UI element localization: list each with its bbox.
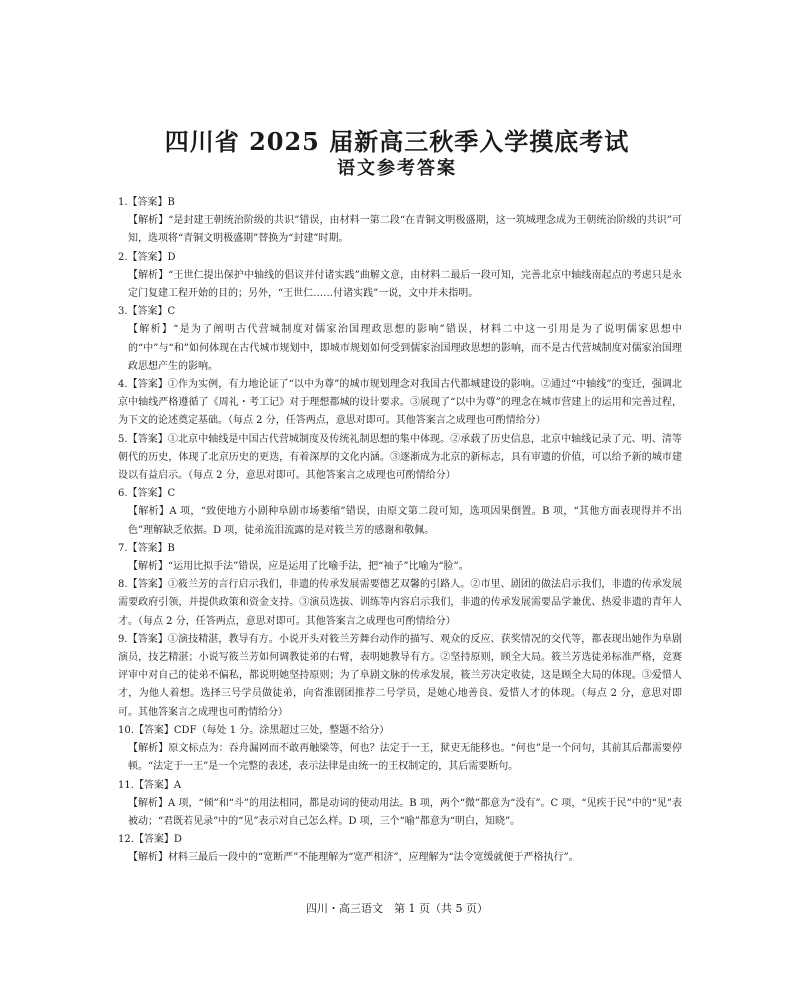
explanation: 【解析】原文标点为：吞舟漏网而不敢再触梁等，何也？法定于一王，狱吏无能移也。“何也”是一个问句，其前其后都需要停顿。“法定于一王”是一个完整的表述，表示法律是由统一的王权制定的，其后需要断句。 xyxy=(128,743,682,773)
answer-line: 11.【答案】A xyxy=(118,779,182,791)
question-item-7 xyxy=(118,540,682,576)
answer-line: 8.【答案】①筱兰芳的言行启示我们，非遗的传承发展需要德艺双馨的引路人。②市里、剧团的做法启示我们，非遗的传承发展需要政府引领，并提供政策和资金支持。③演员选拔、训练等内容启示我们，非遗的传承发展需要品学兼优、热爱非遗的青年人才。（每点 2 分，任答两点，意思对即可。其他答案言之成理也可酌情给分） xyxy=(118,579,682,627)
question-item-2 xyxy=(118,249,682,304)
answer-line: 7.【答案】B xyxy=(118,542,175,554)
explanation: 【解析】“是封建王朝统治阶级的共识”错误，由材料一第二段“在青铜文明极盛期，这一筑城理念成为王朝统治阶级的共识”可知，选项将“青铜文明极盛期”替换为“封建”时期。 xyxy=(128,215,682,245)
question-item-6 xyxy=(118,485,682,540)
answer-line: 6.【答案】C xyxy=(118,488,176,500)
page-title: 四川省 2025 届新高三秋季入学摸底考试 xyxy=(164,127,630,156)
explanation: 【解析】材料三最后一段中的“宽断严”不能理解为“宽严相济”，应理解为“法令宽缓就便于严格执行”。 xyxy=(128,852,579,864)
answer-line: 4.【答案】①作为实例，有力地论证了“以中为尊”的城市规划理念对我国古代都城建设的影响。②通过“中轴线”的变迁，强调北京中轴线严格遵循了《周礼・考工记》对于理想都城的设计要求。③展现了“以中为尊”的理念在城市营建上的运用和完善过程，为下文的论述奠定基础。（每点 2 分，任答两点，意思对即可。其他答案言之成理也可酌情给分） xyxy=(118,379,682,427)
explanation: 【解析】“是为了阐明古代营城制度对儒家治国理政思想的影响”错误，材料二中这一引用是为了说明儒家思想中的“中”与“和”如何体现在古代城市规划中，即城市规划如何受到儒家治国理政思想的影响，而不是古代营城制度对儒家治国理政思想产生的影响。 xyxy=(128,324,682,372)
answer-line: 10.【答案】CDF（每处 1 分。涂黑超过三处，整题不给分） xyxy=(118,724,390,736)
explanation: 【解析】“运用比拟手法”错误，应是运用了比喻手法，把“袖子”比喻为“脸”。 xyxy=(128,561,469,573)
question-item-5 xyxy=(118,431,682,486)
answer-line: 3.【答案】C xyxy=(118,306,176,318)
page-subtitle: 语文参考答案 xyxy=(337,158,457,179)
answer-line: 2.【答案】D xyxy=(118,251,176,263)
explanation: 【解析】A 项，“倾”和“斗”的用法相同，都是动词的使动用法。B 项，两个“微”都意为“没有”。C 项，“见疾于民”中的“见”表被动；“君既若见录”中的“见”表示对自己怎么样。D 项，三个“喻”都意为“明白，知晓”。 xyxy=(128,797,682,827)
question-item-9 xyxy=(118,631,682,722)
question-item-10 xyxy=(118,722,682,777)
question-item-8 xyxy=(118,576,682,631)
answer-line: 5.【答案】①北京中轴线是中国古代营城制度及传统礼制思想的集中体现。②承载了历史信息，北京中轴线记录了元、明、清等朝代的历史，体现了北京历史的更迭，有着深厚的文化内涵。③逐渐成为北京的新标志，具有审遗的价值，可以给予新的城市建设以有益启示。（每点 2 分，意思对即可。其他答案言之成理也可酌情给分） xyxy=(118,433,682,482)
question-item-11 xyxy=(118,777,682,832)
explanation: 【解析】“王世仁提出保护中轴线的倡议并付诸实践”曲解文意，由材料二最后一段可知，完善北京中轴线南起点的考虑只是永定门复建工程开始的目的；另外，“王世仁……付诸实践”一说，文中并未指明。 xyxy=(128,269,682,300)
question-item-1 xyxy=(118,194,682,249)
answer-line: 9.【答案】①演技精湛，教导有方。小说开头对筱兰芳舞台动作的描写、观众的反应、获奖情况的交代等，都表现出她作为阜剧演员，技艺精湛；小说写筱兰芳如何调教徒弟的右臂，表明她教导有方。②坚持原则，顾全大局。筱兰芳选徒弟标准严格，竞赛评审中对自己的徒弟不偏私，都说明她坚持原则；为了阜剧文脉的传承发展，筱兰芳决定收徒，这是顾全大局的体现。③爱惜人才，为他人着想。选择三号学员做徒弟，向省淮剧团推荐二号学员，是她心地善良、爱惜人才的体现。（每点 2 分，意思对即可。其他答案言之成理也可酌情给分） xyxy=(118,633,682,718)
question-item-4 xyxy=(118,376,682,431)
page-footer: 四川・高三语文 第 1 页（共 5 页） xyxy=(306,902,488,915)
explanation: 【解析】A 项，“致使地方小剧种阜剧市场萎缩”错误，由原文第二段可知，选项因果倒置。B 项，“其他方面表现得并不出色”理解缺乏依据。D 项，徒弟流泪流露的是对筱兰芳的感谢和敬佩。 xyxy=(128,506,682,536)
question-item-3 xyxy=(118,303,682,376)
answer-list xyxy=(118,194,682,868)
answer-line: 12.【答案】D xyxy=(118,834,182,846)
question-item-12 xyxy=(118,831,682,867)
answer-line: 1.【答案】B xyxy=(118,197,175,208)
